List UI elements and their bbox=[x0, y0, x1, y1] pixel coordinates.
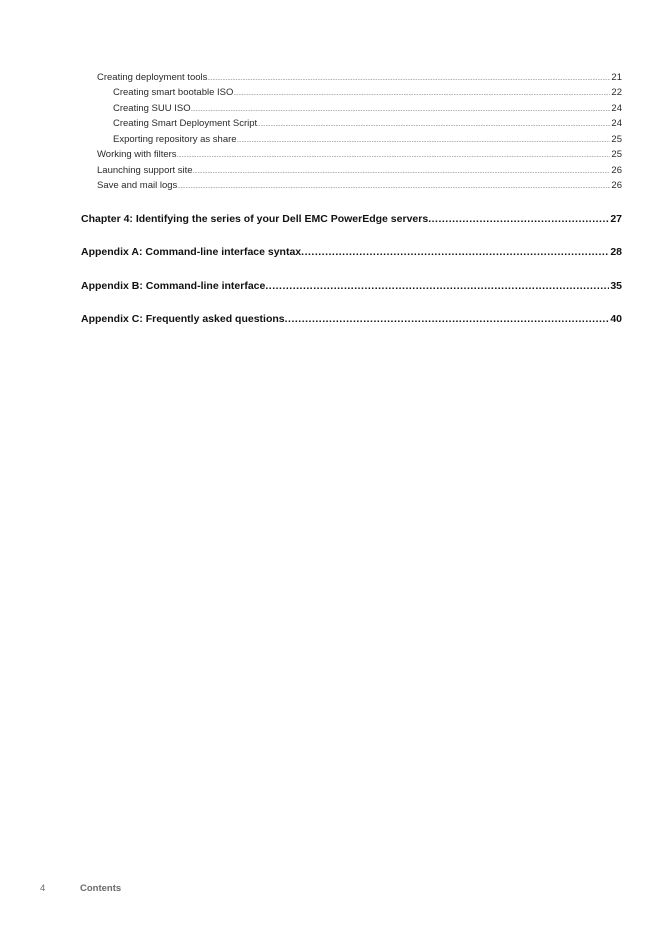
dot-leader bbox=[233, 88, 610, 99]
toc-appendix-c[interactable] bbox=[81, 312, 622, 327]
dot-leader bbox=[265, 279, 609, 294]
toc-appendix-a[interactable] bbox=[81, 245, 622, 260]
toc-entry-title: Creating SUU ISO bbox=[113, 103, 191, 114]
toc-entry-title: Exporting repository as share bbox=[113, 134, 237, 145]
toc-entry-exporting-repository-as-share[interactable] bbox=[113, 133, 622, 146]
toc-entry-creating-deployment-tools[interactable] bbox=[97, 71, 622, 84]
toc-chapter-page: 28 bbox=[610, 246, 622, 258]
toc-appendix-b[interactable] bbox=[81, 279, 622, 294]
toc-entry-title: Creating smart bootable ISO bbox=[113, 87, 234, 98]
toc-chapter-title: Appendix C: Frequently asked questions bbox=[81, 313, 285, 325]
toc-chapter-title: Appendix B: Command-line interface bbox=[81, 280, 266, 292]
dot-leader bbox=[193, 166, 611, 177]
dot-leader bbox=[191, 104, 611, 115]
toc-chapter-page: 27 bbox=[610, 213, 622, 225]
toc-chapter-title: Chapter 4: Identifying the series of your Dell EMC PowerEdge servers bbox=[81, 213, 429, 225]
dot-leader bbox=[177, 181, 610, 192]
footer-page-number: 4 bbox=[40, 883, 46, 894]
page-footer bbox=[0, 882, 662, 896]
toc-entry-page: 26 bbox=[611, 165, 622, 176]
toc-entry-save-and-mail-logs[interactable] bbox=[97, 179, 622, 192]
toc-entry-page: 26 bbox=[611, 180, 622, 191]
toc-entry-title: Creating deployment tools bbox=[97, 72, 208, 83]
dot-leader bbox=[285, 312, 610, 327]
toc-entry-page: 25 bbox=[611, 134, 622, 145]
toc-entry-title: Save and mail logs bbox=[97, 180, 178, 191]
dot-leader bbox=[428, 212, 609, 227]
dot-leader bbox=[257, 119, 610, 130]
toc-entry-creating-smart-deployment-script[interactable] bbox=[113, 117, 622, 130]
toc-entry-page: 22 bbox=[611, 87, 622, 98]
toc-entry-page: 24 bbox=[611, 103, 622, 114]
toc-chapter-page: 40 bbox=[610, 313, 622, 325]
dot-leader bbox=[301, 245, 609, 260]
toc-entry-page: 21 bbox=[611, 72, 622, 83]
toc-entry-creating-smart-bootable-iso[interactable] bbox=[113, 86, 622, 99]
footer-section-label: Contents bbox=[80, 883, 122, 894]
toc-entry-title: Creating Smart Deployment Script bbox=[113, 118, 258, 129]
dot-leader bbox=[237, 135, 611, 146]
toc-entry-page: 24 bbox=[611, 118, 622, 129]
toc-entry-working-with-filters[interactable] bbox=[97, 148, 622, 161]
dot-leader bbox=[207, 73, 610, 84]
toc-entry-title: Working with filters bbox=[97, 149, 177, 160]
toc-chapter-4[interactable] bbox=[81, 212, 622, 227]
toc-entry-page: 25 bbox=[611, 149, 622, 160]
toc-chapter-title: Appendix A: Command-line interface syntax bbox=[81, 246, 302, 258]
dot-leader bbox=[177, 150, 611, 161]
toc-entry-title: Launching support site bbox=[97, 165, 193, 176]
toc-entry-creating-suu-iso[interactable] bbox=[113, 102, 622, 115]
toc-chapter-page: 35 bbox=[610, 280, 622, 292]
toc-entry-launching-support-site[interactable] bbox=[97, 164, 622, 177]
